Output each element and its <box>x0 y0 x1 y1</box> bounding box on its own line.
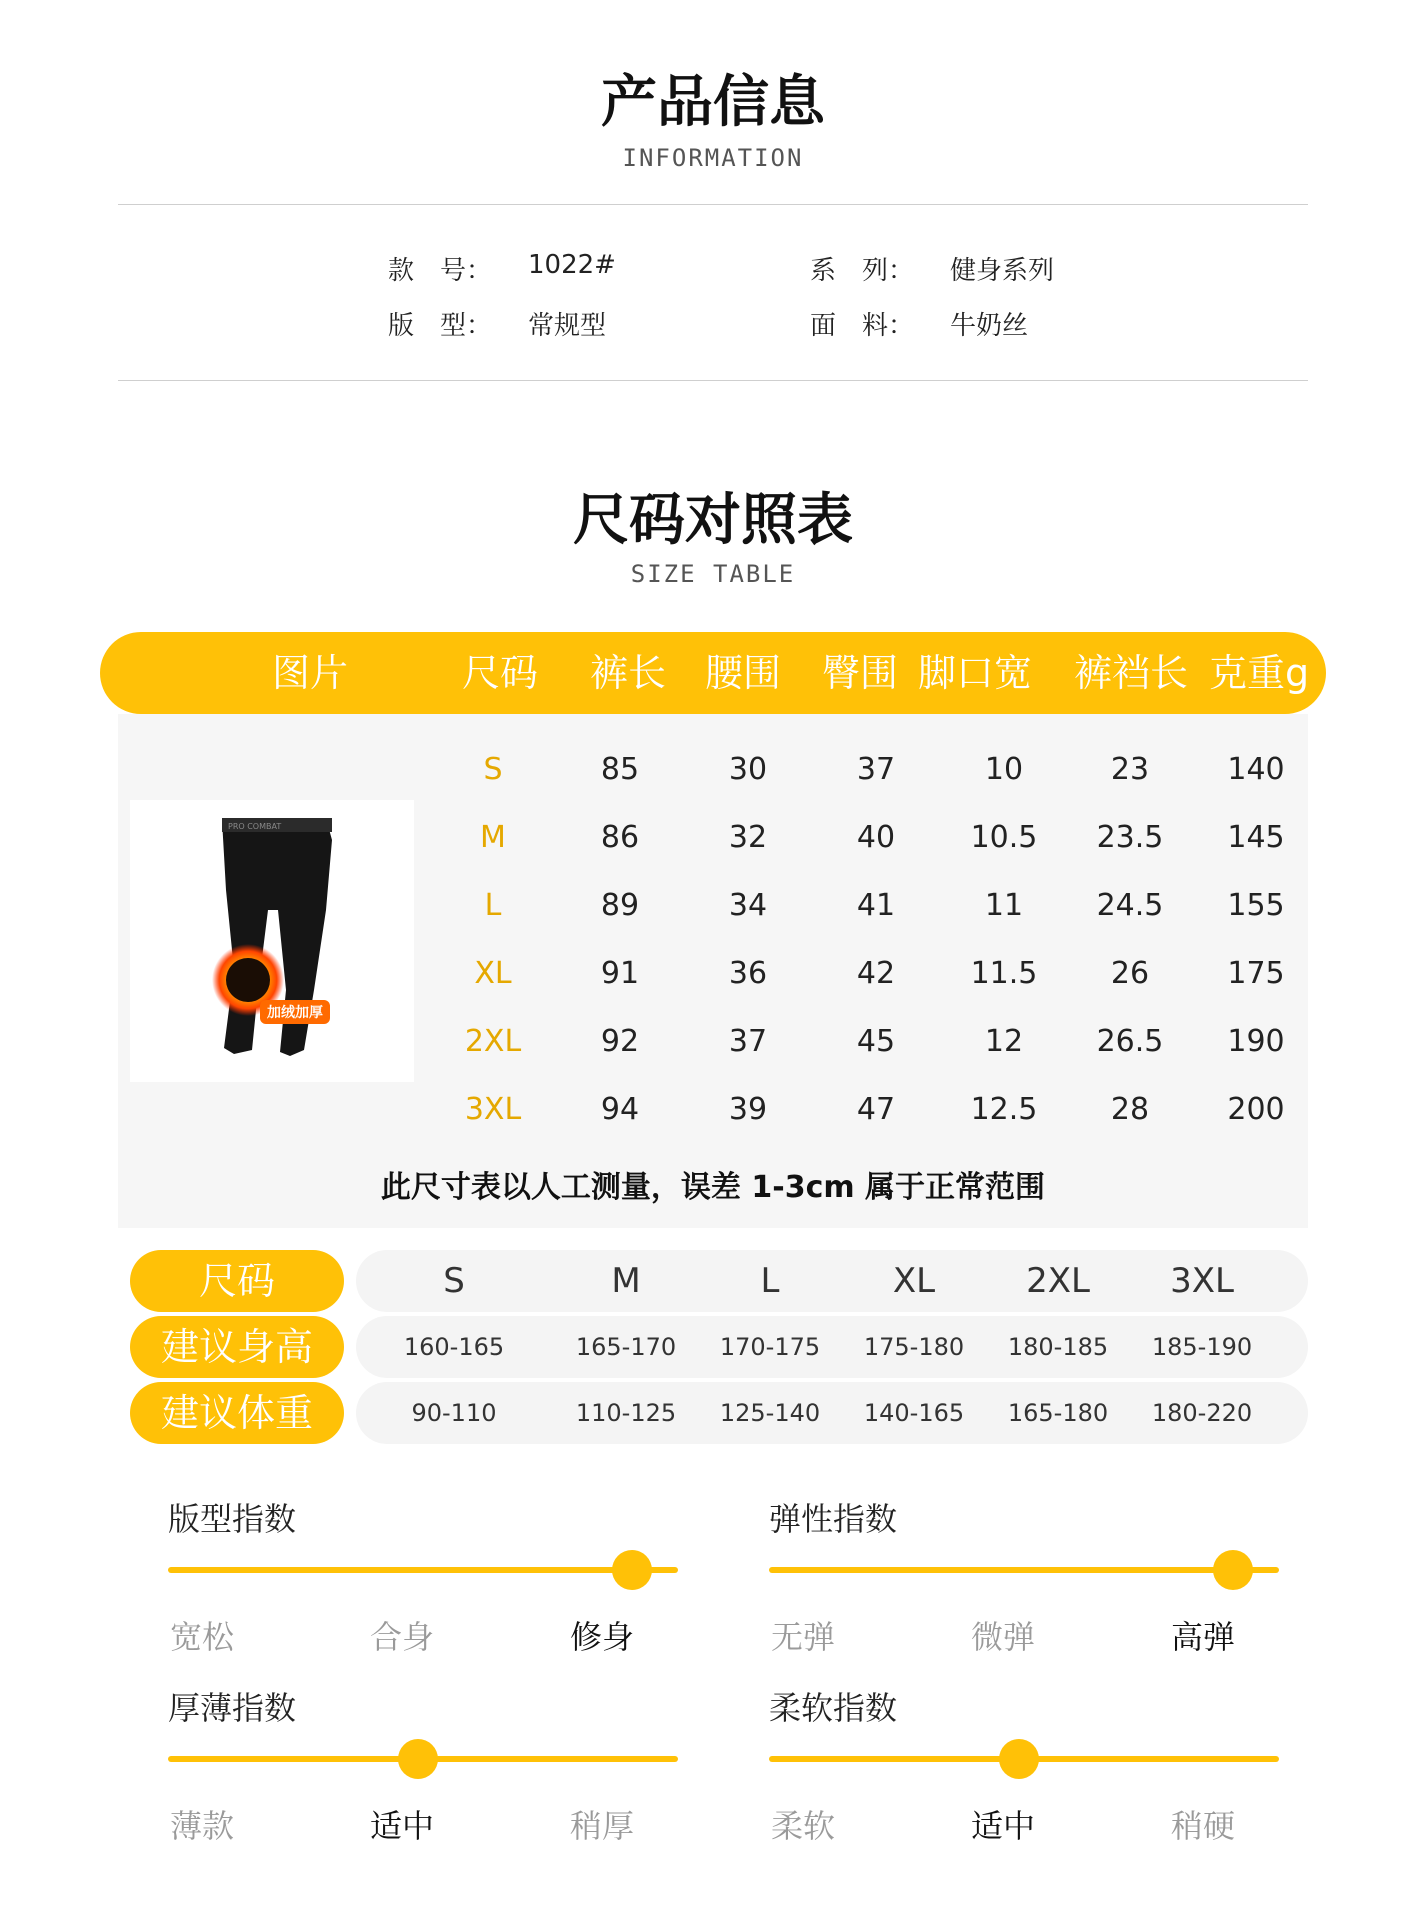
cell-waist: 34 <box>728 888 768 923</box>
elasticity-index-track <box>769 1567 1279 1573</box>
cell-weight: 145 <box>1227 820 1285 855</box>
cell-hip: 37 <box>856 752 896 787</box>
info-value-style-no: 1022# <box>528 250 616 280</box>
rec-value: XL <box>892 1261 936 1301</box>
info-value-series: 健身系列 <box>950 256 1055 286</box>
header-rise: 裤裆长 <box>1073 651 1188 695</box>
header-hip: 臀围 <box>821 651 898 695</box>
rec-value: 180-185 <box>1007 1333 1109 1361</box>
cell-waist: 37 <box>728 1024 768 1059</box>
cell-hem: 12.5 <box>970 1092 1038 1127</box>
cell-hem: 10.5 <box>970 820 1038 855</box>
info-label-style-no: 款 号： <box>388 256 493 286</box>
rec-value: 90-110 <box>411 1399 497 1427</box>
softness-index-knob[interactable] <box>999 1739 1039 1779</box>
rec-value: 180-220 <box>1151 1399 1253 1427</box>
cell-hip: 40 <box>856 820 896 855</box>
elasticity-index-title: 弹性指数 <box>769 1500 898 1538</box>
thickness-index-level: 薄款 <box>169 1807 234 1845</box>
cell-rise: 26 <box>1110 956 1150 991</box>
softness-index-level: 稍硬 <box>1170 1807 1235 1845</box>
info-subtitle: INFORMATION <box>622 144 804 172</box>
fit-index-level: 合身 <box>369 1618 434 1656</box>
rec-value: M <box>611 1261 641 1301</box>
fit-index-knob[interactable] <box>612 1550 652 1590</box>
info-title: 产品信息 <box>601 70 825 135</box>
cell-weight: 200 <box>1227 1092 1285 1127</box>
cell-weight: 140 <box>1227 752 1285 787</box>
header-size: 尺码 <box>461 651 538 695</box>
size-table-header <box>100 632 1326 714</box>
info-row-2 <box>0 305 1426 345</box>
header-waist: 腰围 <box>704 651 781 695</box>
cell-size: XL <box>474 956 512 991</box>
rec-value: 3XL <box>1170 1261 1234 1301</box>
cell-length: 89 <box>600 888 640 923</box>
header-length: 裤长 <box>589 651 666 695</box>
cell-length: 94 <box>600 1092 640 1127</box>
elasticity-index-level: 微弹 <box>970 1618 1035 1656</box>
cell-hem: 11 <box>984 888 1024 923</box>
leggings-illustration <box>130 800 414 1082</box>
cell-hem: 12 <box>984 1024 1024 1059</box>
size-table-note: 此尺寸表以人工测量，误差 1-3cm 属于正常范围 <box>380 1170 1046 1205</box>
cell-waist: 39 <box>728 1092 768 1127</box>
product-image <box>130 800 414 1082</box>
cell-hem: 10 <box>984 752 1024 787</box>
rec-label-height: 建议身高 <box>130 1316 344 1378</box>
fit-index-level: 修身 <box>569 1618 634 1656</box>
rec-value: 140-165 <box>863 1399 965 1427</box>
brand-waistband: PRO COMBAT <box>228 822 282 831</box>
product-badge-text: 加绒加厚 <box>267 1005 323 1021</box>
fit-index-title: 版型指数 <box>168 1500 297 1538</box>
cell-rise: 24.5 <box>1096 888 1164 923</box>
elasticity-index-knob[interactable] <box>1213 1550 1253 1590</box>
size-table-title: 尺码对照表 <box>573 488 853 553</box>
rec-value: 2XL <box>1026 1261 1090 1301</box>
rec-label-weight: 建议体重 <box>130 1382 344 1444</box>
thickness-index-level: 适中 <box>369 1807 434 1845</box>
cell-length: 86 <box>600 820 640 855</box>
cell-hip: 42 <box>856 956 896 991</box>
cell-weight: 190 <box>1227 1024 1285 1059</box>
rec-value: 185-190 <box>1151 1333 1253 1361</box>
info-value-fit: 常规型 <box>528 311 607 341</box>
cell-size: L <box>484 888 502 923</box>
cell-length: 91 <box>600 956 640 991</box>
cell-rise: 23.5 <box>1096 820 1164 855</box>
cell-waist: 32 <box>728 820 768 855</box>
info-label-series: 系 列： <box>810 256 915 286</box>
elasticity-index-level: 高弹 <box>1170 1618 1235 1656</box>
cell-size: M <box>480 820 506 855</box>
cell-size: S <box>483 752 503 787</box>
info-row-1 <box>0 250 1426 290</box>
fit-index-level: 宽松 <box>169 1618 234 1656</box>
rec-value: S <box>443 1261 465 1301</box>
info-divider-top <box>118 204 1308 205</box>
rec-value: 125-140 <box>719 1399 821 1427</box>
cell-rise: 28 <box>1110 1092 1150 1127</box>
rec-value: 160-165 <box>403 1333 505 1361</box>
cell-weight: 175 <box>1227 956 1285 991</box>
softness-index-level: 适中 <box>970 1807 1035 1845</box>
info-value-fabric: 牛奶丝 <box>950 311 1029 341</box>
rec-value: 110-125 <box>575 1399 677 1427</box>
header-image: 图片 <box>271 651 348 695</box>
softness-index-title: 柔软指数 <box>769 1689 898 1727</box>
rec-value: 175-180 <box>863 1333 965 1361</box>
cell-rise: 26.5 <box>1096 1024 1164 1059</box>
softness-index-level: 柔软 <box>770 1807 835 1845</box>
info-label-fit: 版 型： <box>388 311 493 341</box>
cell-hip: 47 <box>856 1092 896 1127</box>
cell-weight: 155 <box>1227 888 1285 923</box>
fit-index-track <box>168 1567 678 1573</box>
size-table-subtitle: SIZE TABLE <box>630 560 796 588</box>
cell-length: 92 <box>600 1024 640 1059</box>
cell-waist: 36 <box>728 956 768 991</box>
rec-value: 170-175 <box>719 1333 821 1361</box>
info-divider-bottom <box>118 380 1308 381</box>
thickness-index-title: 厚薄指数 <box>168 1689 297 1727</box>
rec-value: 165-180 <box>1007 1399 1109 1427</box>
header-hem: 脚口宽 <box>917 651 1032 695</box>
cell-waist: 30 <box>728 752 768 787</box>
thickness-index-knob[interactable] <box>398 1739 438 1779</box>
cell-rise: 23 <box>1110 752 1150 787</box>
cell-size: 2XL <box>464 1024 522 1059</box>
cell-hip: 45 <box>856 1024 896 1059</box>
thickness-index-level: 稍厚 <box>569 1807 634 1845</box>
header-weight: 克重g <box>1208 651 1310 695</box>
cell-hem: 11.5 <box>970 956 1038 991</box>
cell-size: 3XL <box>464 1092 522 1127</box>
rec-value: L <box>760 1261 780 1301</box>
rec-label-size: 尺码 <box>130 1250 344 1312</box>
cell-length: 85 <box>600 752 640 787</box>
cell-hip: 41 <box>856 888 896 923</box>
elasticity-index-level: 无弹 <box>770 1618 835 1656</box>
rec-value: 165-170 <box>575 1333 677 1361</box>
info-label-fabric: 面 料： <box>810 311 915 341</box>
